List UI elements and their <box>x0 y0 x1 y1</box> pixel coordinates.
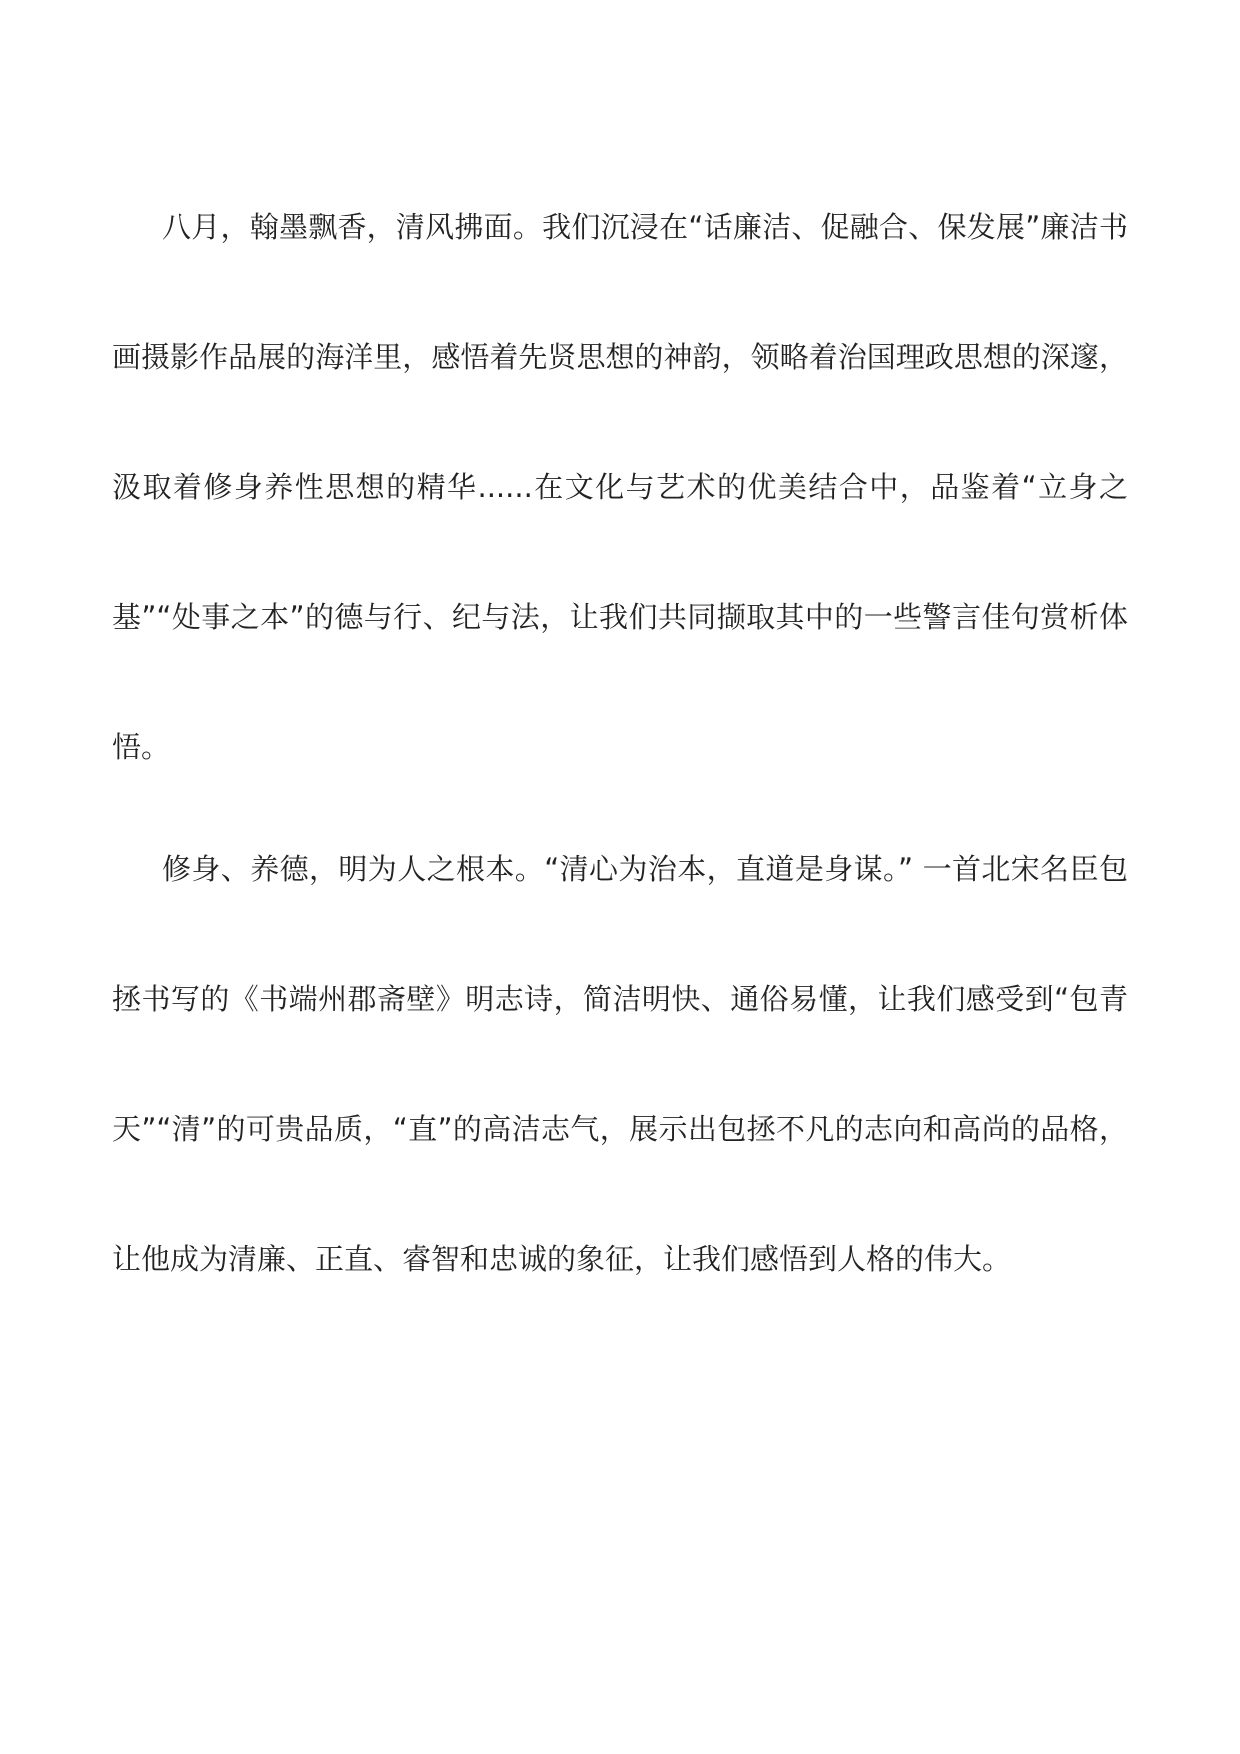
paragraph-2: 修身、养德，明为人之根本。“清心为治本，直道是身谋。” 一首北宋名臣包拯书写的《书端州郡斋壁》明志诗，简洁明快、通俗易懂，让我们感受到“包青天”“清”的可贵品质，“直”的高洁志气，展示出包拯不凡的志向和高尚的品格，让他成为清廉、正直、睿智和忠诚的象征，让我们感悟到人格的伟大。 <box>112 852 1128 1276</box>
article-body <box>112 162 1128 1316</box>
paragraph-1: 八月，翰墨飘香，清风拂面。我们沉浸在“话廉洁、促融合、保发展”廉洁书画摄影作品展的海洋里，感悟着先贤思想的神韵，领略着治国理政思想的深邃，汲取着修身养性思想的精华......在文化与艺术的优美结合中，品鉴着“立身之基”“处事之本”的德与行、纪与法，让我们共同撷取其中的一些警言佳句赏析体悟。 <box>112 210 1128 764</box>
